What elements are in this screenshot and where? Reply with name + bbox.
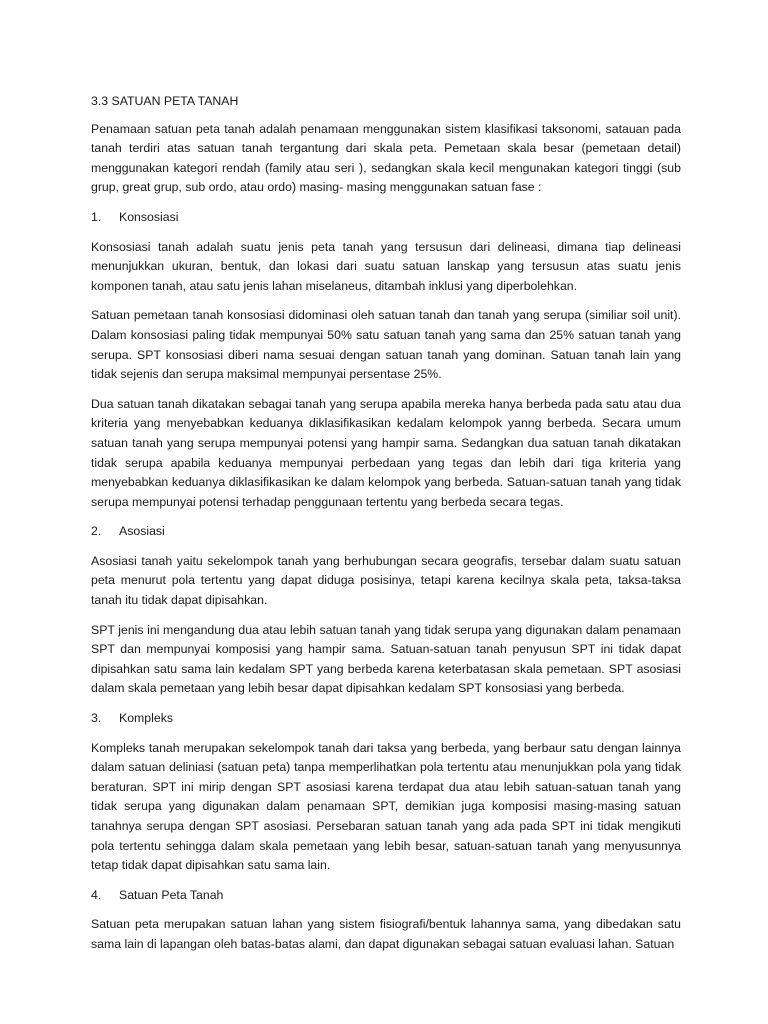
- paragraph: Asosiasi tanah yaitu sekelompok tanah yang berhubungan secara geografis, tersebar dalam suatu satuan peta menurut pola tertentu yang dapat diduga posisinya, tetapi karena kecilnya skala peta, taksa-taksa tanah itu tidak dapat dipisahkan.: [91, 553, 681, 608]
- item-heading-konsosiasi: [91, 208, 681, 228]
- item-heading-kompleks: [91, 709, 681, 729]
- paragraph: Satuan peta merupakan satuan lahan yang sistem fisiografi/bentuk lahannya sama, yang dibedakan satu sama lain di lapangan oleh batas-batas alami, dan dapat digunakan sebagai satuan evaluasi lahan. Satuan: [91, 917, 681, 951]
- paragraph: Konsosiasi tanah adalah suatu jenis peta tanah yang tersusun dari delineasi, dimana tiap delineasi menunjukkan ukuran, bentuk, dan lokasi dari suatu satuan lanskap yang tersusun atas suatu jenis komponen tanah, atau satu jenis lahan miselaneus, ditambah inklusi yang diperbolehkan.: [91, 239, 681, 293]
- section-title: 3.3 SATUAN PETA TANAH: [91, 94, 239, 108]
- item-title: Konsosiasi: [119, 209, 179, 224]
- item-number: 1.: [91, 209, 102, 224]
- item-number: 3.: [91, 711, 102, 726]
- item-title: Satuan Peta Tanah: [119, 887, 224, 902]
- item-number: 2.: [91, 524, 102, 539]
- intro-paragraph: Penamaan satuan peta tanah adalah penamaan menggunakan sistem klasifikasi taksonomi, satauan pada tanah terdiri atas satuan tanah tergantung dari skala peta. Pemetaan skala besar (pemetaan detail) menggunakan kategori rendah (family atau seri ), sedangkan skala kecil mengunakan kategori tinggi (sub grup, great grup, sub ordo, atau ordo) masing- masing menggunakan satuan fase :: [91, 121, 681, 195]
- item-heading-asosiasi: [91, 522, 681, 542]
- item-number: 4.: [91, 887, 102, 902]
- paragraph: Kompleks tanah merupakan sekelompok tanah dari taksa yang berbeda, yang berbaur satu dengan lainnya dalam satuan deliniasi (satuan peta) tanpa memperlihatkan pola tertentu atau menunjukkan pola yang tidak beraturan. SPT ini mirip dengan SPT asosiasi karena terdapat dua atau lebih satuan-satuan tanah yang tidak serupa yang digunakan dalam penamaan SPT, demikian juga komposisi masing-masing satuan tanahnya serupa dengan SPT asosiasi. Persebaran satuan tanah yang ada pada SPT ini tidak mengikuti pola tertentu sehingga dalam skala pemetaan yang lebih besar, satuan-satuan tanah yang menyusunnya tetap tidak dapat dipisahkan satu sama lain.: [91, 740, 681, 873]
- paragraph: SPT jenis ini mengandung dua atau lebih satuan tanah yang tidak serupa yang digunakan dalam penamaan SPT dan mempunyai komposisi yang hampir sama. Satuan-satuan tanah penyusun SPT ini tidak dapat dipisahkan satu sama lain kedalam SPT yang berbeda karena keterbatasan skala pemetaan. SPT asosiasi dalam skala pemetaan yang lebih besar dapat dipisahkan kedalam SPT konsosiasi yang berbeda.: [91, 622, 681, 696]
- paragraph: Satuan pemetaan tanah konsosiasi didominasi oleh satuan tanah dan tanah yang serupa (similiar soil unit). Dalam konsosiasi paling tidak mempunyai 50% satu satuan tanah yang sama dan 25% satuan tanah yang serupa. SPT konsosiasi diberi nama sesuai dengan satuan tanah yang dominan. Satuan tanah lain yang tidak sejenis dan serupa maksimal mempunyai persentase 25%.: [91, 308, 681, 382]
- paragraph: Dua satuan tanah dikatakan sebagai tanah yang serupa apabila mereka hanya berbeda pada satu atau dua kriteria yang menyebabkan keduanya diklasifikasikan kedalam kelompok yanng berbeda. Secara umum satuan tanah yang serupa mempunyai potensi yang hampir sama. Sedangkan dua satuan tanah dikatakan tidak serupa apabila keduanya mempunyai perbedaan yang tegas dan lebih dari tiga kriteria yang menyebabkan keduanya diklasifikasikan ke dalam kelompok yang berbeda. Satuan-satuan tanah yang tidak serupa mempunyai potensi terhadap penggunaan tertentu yang berbeda secara tegas.: [91, 396, 681, 509]
- item-title: Kompleks: [119, 711, 173, 726]
- document-page: [91, 92, 681, 965]
- item-heading-satuan-peta-tanah: [91, 886, 681, 906]
- item-title: Asosiasi: [119, 524, 165, 539]
